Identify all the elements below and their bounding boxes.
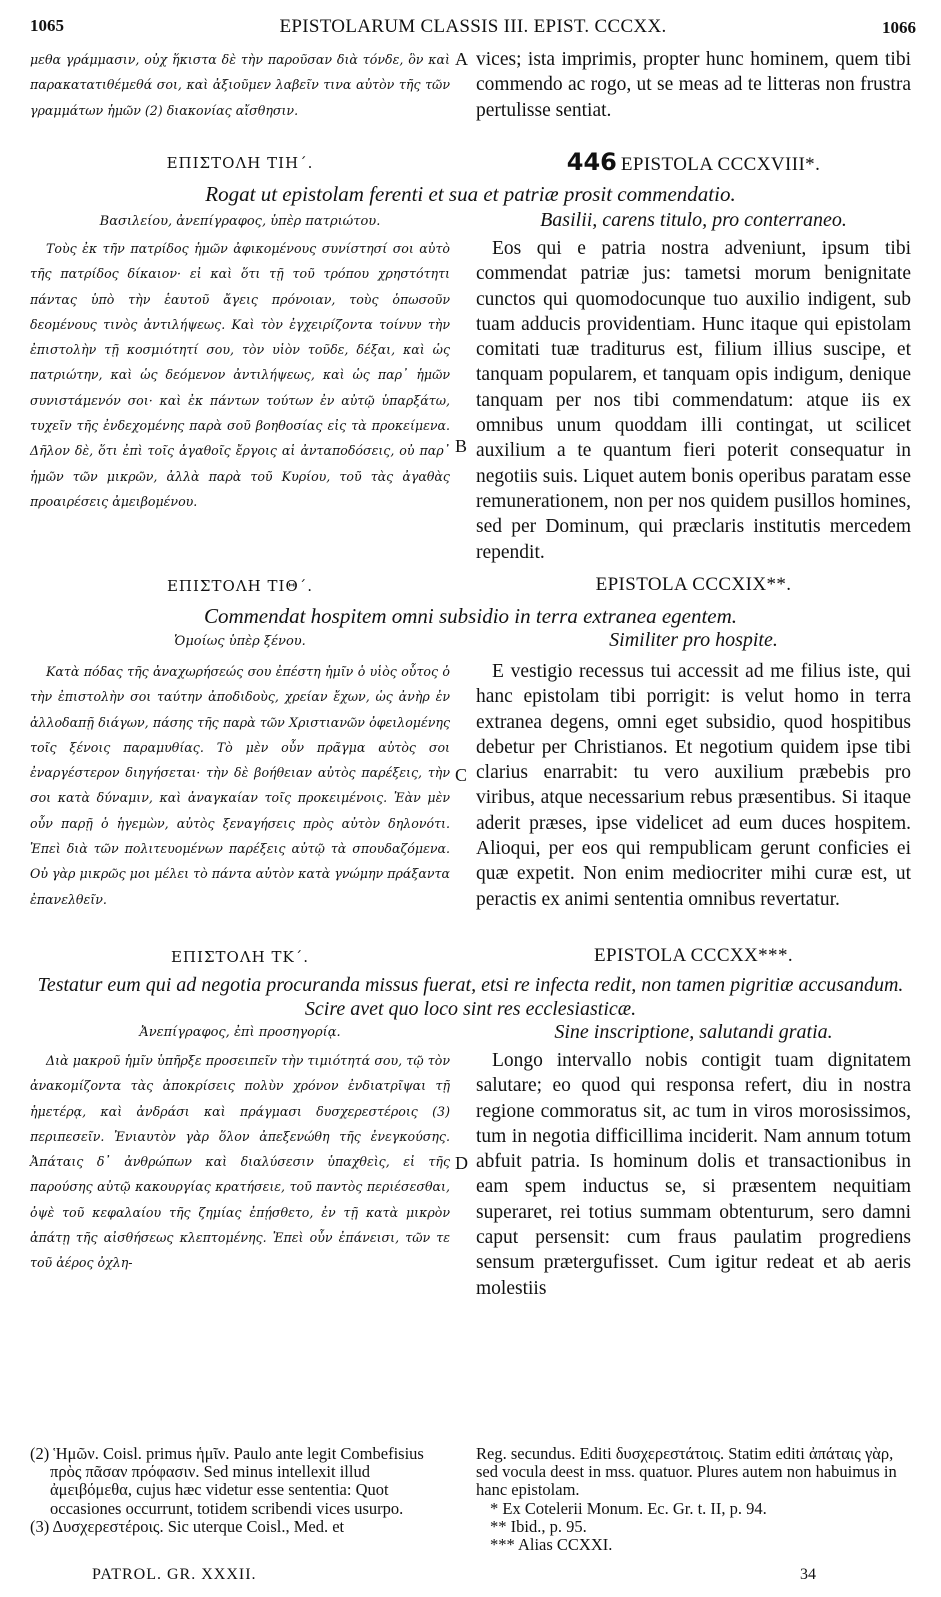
greek-text xyxy=(30,236,450,514)
latin-paragraph: Longo intervallo nobis contigit tuam dignitatem salutare; eo quod qui responsa refert, diu in nostra regione commoratus sit, ac tum in viros morosissimos, tum in negotia difficillima inciderit. Nam annum totum abfuit patria. Is hominum dolis et transactionibus in eam spem inductus se, si præsentem nequitiam superaret, rei totius summam obtenturum, sero damni caput persensit: cum fraus paulatim progrediens sensum prætergufisset. Cum igitur redeat et ab aeris molestiis xyxy=(476,1050,911,1299)
latin-text xyxy=(476,1048,911,1301)
greek-subtitle: Ὁμοίως ὑπὲρ ξένου. xyxy=(174,634,306,649)
latin-text xyxy=(476,236,911,565)
latin-paragraph: Eos qui e patria nostra adveniunt, ipsum tibi commendat patriæ jus: tametsi morum benignitate cunctos qui quomodocunque tuo auxilio indigent, sub tuam adducis providentiam. Hunc itaque qui epistolam comitati tuæ traditurus est, filium illius suscipe, et tanquam popularem, et tanquam opis indigum, denique tanquam per nos tibi commendatum: atque iis ex omnibus unum quoddam illi contingat, ut scilicet auxilium a te quantum fieri poterit consequatur in negotiis suis. Liquet autem bonis operibus paratam esse remunerationem, non per nos quidem pusillos homines, sed per Dominum, qui præclaris institutis mercedem rependit. xyxy=(476,238,911,563)
margin-letter-a: A xyxy=(455,49,468,69)
footer-patrologia: PATROL. GR. XXXII. xyxy=(92,1566,257,1583)
greek-letter-title: ΕΠΙΣΤΟΛΗ ΤΙΘ΄. xyxy=(166,577,314,595)
latin-paragraph: E vestigio recessus tui accessit ad me filius iste, qui hanc epistolam tibi porrigit: is velut homo in terra extranea degens, omni eget subsidio, quod hospitibus debetur per Christianos. Et negotium quidem ipse tibi clarius enarrabit: tu vero auxilium præbebis pro viribus, atque necessarium rebus præsentibus. Si itaque aderit præses, ipse videlicet ad eum duces hospitem. Alioqui, per eos qui rempublicam gerunt conficies ei quæ expetit. Non enim mediocriter mihi curæ est, ut peractis ex animi sententia omnibus revertatur. xyxy=(476,661,911,910)
greek-paragraph: Κατὰ πόδας τῆς ἀναχωρήσεώς σου ἐπέστη ἡμῖν ὁ υἱὸς οὗτος ὁ τὴν ἐπιστολὴν σοι ταύτην ἀποδιδοὺς, χρείαν ἔχων, ὡς ἀνὴρ ἐν ἀλλοδαπῇ διάγων, πάσης τῆς παρὰ τῶν Χριστιανῶν ὀφειλομένης τοῖς ξένοις παραμυθίας. Τὸ μὲν οὖν πρᾶγμα αὐτὸς σοι ἐναργέστερον διηγήσεται· τὴν δὲ βοήθειαν αὐτὸς παρέξεις, τὴν σοι κατὰ δύναμιν, καὶ ἀναγκαίαν τοῖς προκειμένοις. Ἐὰν μὲν οὖν παρῇ ὁ ἡγεμὼν, αὐτὸς ξεναγήσεις πρὸς αὐτὸν δηλονότι. Ἐπεὶ διὰ τῶν πολιτευομένων παρέξεις αὐτῷ τὰ σπουδαζόμενα. Οὐ γὰρ μικρῶς μοι μέλει τὸ πάντα αὐτὸν κατὰ γνώμην πράξαντα ἐπανελθεῖν. xyxy=(30,664,450,907)
letter-summary: Commendat hospitem omni subsidio in terra extranea egentem. xyxy=(203,604,738,628)
latin-paragraph: vices; ista imprimis, propter hunc hominem, quem tibi commendo ac rogo, ut se meas ad te litteras non frustra pertulisse sentiat. xyxy=(476,49,911,121)
latin-subtitle: Basilii, carens titulo, pro conterraneo. xyxy=(540,209,847,231)
greek-letter-title: ΕΠΙΣΤΟΛΗ ΤΙΗ΄. xyxy=(166,154,314,172)
latin-subtitle: Similiter pro hospite. xyxy=(609,629,778,651)
page-number-right: 1066 xyxy=(882,18,916,37)
greek-subtitle: Ἀνεπίγραφος, ἐπὶ προσηγορίᾳ. xyxy=(139,1025,341,1040)
footnote: *** Alias CCXXI. xyxy=(490,1535,613,1555)
greek-text xyxy=(30,659,450,912)
running-title: EPISTOLARUM CLASSIS III. EPIST. CCCXX. xyxy=(279,16,667,37)
greek-paragraph: Τοὺς ἐκ τῆν πατρίδος ἡμῶν ἀφικομένους συνίστησί σοι αὐτὸ τῆς πατρίδος δίκαιον· εἰ καὶ ὅτι τῇ τοῦ τρόπου χρηστότητι πάντας ὑπὸ τὴν ἑαυτοῦ ἄγεις πρόνοιαν, τοὺς ὁπωσοῦν δεομένους τινὸς ἀντιλήψεως. Καὶ τὸν ἐγχειρίζοντα τοίνυν τὴν ἐπιστολὴν τῇ κοσμιότητί σου, τὸν υἱὸν τοῦδε, δέξαι, καὶ ὡς πατριώτην, καὶ ὡς δεόμενον ἀντιλήψεως, καὶ ὡς παρ᾽ ἡμῶν συνιστάμενόν σοι· καὶ ἐκ πάντων τούτων ἐν αὐτῷ ὑπαρξάτω, τυχεῖν τῆς ἐνδεχομένης παρὰ σοῦ βοηθοσίας εἰς τὰ προκείμενα. Δῆλον δὲ, ὅτι ἐπὶ τοῖς ἀγαθοῖς ἔργοις αἱ ἀνταποδόσεις, οὐ παρ᾽ ἡμῶν τῶν μικρῶν, ἀλλὰ παρὰ τοῦ Κυρίου, τοῦ τὰς ἀγαθὰς προαιρέσεις ἀμειβομένου. xyxy=(30,241,450,509)
greek-subtitle: Βασιλείου, ἀνεπίγραφος, ὑπὲρ πατριώτου. xyxy=(99,214,381,229)
letter-summary: Rogat ut epistolam ferenti et sua et patriæ prosit commendatio. xyxy=(205,182,736,206)
greek-paragraph: Διὰ μακροῦ ἡμῖν ὑπῆρξε προσειπεῖν τὴν τιμιότητά σου, τῷ τὸν ἀνακομίζοντα τὰς ἀποκρίσεις πολὺν χρόνον ἐνδιατρῖψαι τῇ ἡμετέρᾳ, καὶ ἀνδράσι καὶ πράγμασι δυσχερεστέροις (3) περιπεσεῖν. Ἐνιαυτὸν γὰρ ὅλον ἀπεξενώθη τῆς ἐνεγκούσης. Ἀπάταις δ᾽ ἀνθρώπων καὶ διαλύσεσιν ὑπαχθεὶς, εἰ τῆς παρούσης αὐτῷ κακουργίας κρατήσειε, τοῦ παντὸς περιέσεσθαι, ὀψὲ τοῦ κεφαλαίου τῆς ζημίας ἐπῄσθετο, ἐν τῇ κατὰ μικρὸν ἀπάτῃ τῆς αἰσθήσεως κλεπτομένης. Ἐπεὶ οὖν ἐπάνεισι, τῶν τε τοῦ ἀέρος ὀχλη- xyxy=(30,1053,450,1271)
letter-summary: Testatur eum qui ad negotia procuranda missus fuerat, etsi re infecta redit, non tamen pigritiæ accusandum. Scire avet quo loco sint res ecclesiasticæ. xyxy=(37,974,904,1020)
footnote: Reg. secundus. Editi δυσχερεστάτοις. Statim editi ἀπάταις γὰρ, sed vocula deest in mss. quatuor. Plures autem non habuimus in hanc epistolam. xyxy=(476,1444,897,1500)
footer-signature: 34 xyxy=(800,1566,816,1583)
footnotes-left xyxy=(30,1445,450,1536)
margin-letter-d: D xyxy=(455,1153,468,1173)
greek-continuation xyxy=(30,47,450,123)
page-number-left: 1065 xyxy=(30,16,64,35)
margin-letter-b: B xyxy=(455,436,468,456)
margin-letter-c: C xyxy=(455,765,468,785)
greek-paragraph: μεθα γράμμασιν, οὐχ ἥκιστα δὲ τὴν παροῦσαν διὰ τόνδε, ὃν καὶ παρακατατιθέμεθά σοι, καὶ ἀξιοῦμεν λαβεῖν τινα αὐτὸν τῆς τῶν γραμμάτων ἡμῶν (2) διακονίας αἴσθησιν. xyxy=(30,52,450,118)
footnote: ** Ibid., p. 95. xyxy=(490,1516,587,1536)
latin-letter-heading xyxy=(476,148,911,176)
greek-letter-title: ΕΠΙΣΤΟΛΗ ΤΚ΄. xyxy=(170,948,310,966)
footnotes-right xyxy=(476,1445,911,1554)
latin-text xyxy=(476,659,911,912)
column-number-badge: 446 xyxy=(566,148,617,176)
greek-text xyxy=(30,1048,450,1276)
footnote: * Ex Cotelerii Monum. Ec. Gr. t. II, p. 94. xyxy=(490,1498,767,1518)
footnote: (2) Ἡμῶν. Coisl. primus ἡμῖν. Paulo ante legit Combefisius πρὸς πᾶσαν πρόφασιν. Sed minus intellexit illud ἀμειβόμεθα, cujus hæc videtur esse sententia: Quot occasiones occurrunt, totidem scribendi vices usurpo. xyxy=(30,1444,424,1518)
running-header xyxy=(30,16,916,42)
latin-letter-title: EPISTOLA CCCXIX**. xyxy=(595,574,792,595)
latin-continuation xyxy=(476,47,911,123)
latin-letter-title: EPISTOLA CCCXVIII*. xyxy=(620,154,821,175)
footnote: (3) Δυσχερεστέροις. Sic uterque Coisl., Med. et xyxy=(30,1516,345,1536)
latin-letter-title: EPISTOLA CCCXX***. xyxy=(594,945,793,966)
latin-subtitle: Sine inscriptione, salutandi gratia. xyxy=(554,1021,833,1043)
